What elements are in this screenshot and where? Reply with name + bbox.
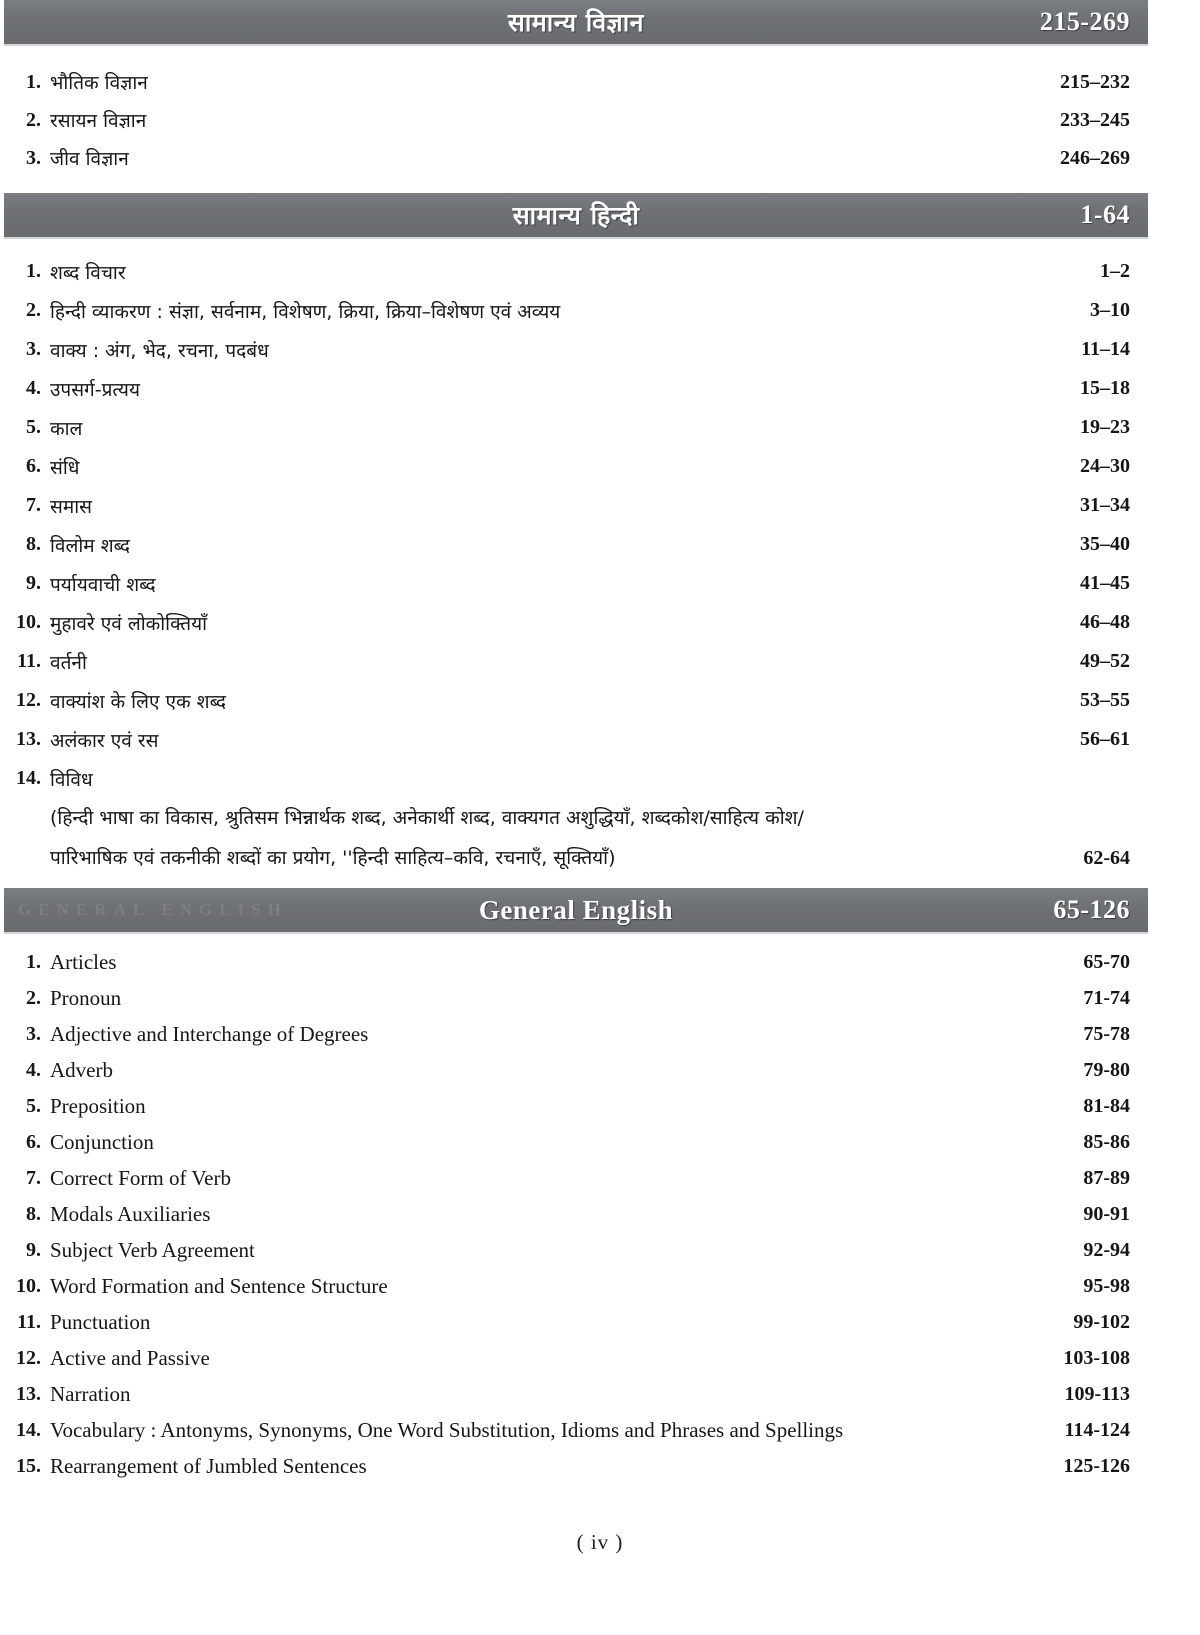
entry-number: 14. <box>16 1418 41 1441</box>
entry-page-range: 103-108 <box>1063 1346 1130 1369</box>
toc-entry[interactable] <box>4 681 1148 720</box>
entry-number: 9. <box>26 572 41 594</box>
entry-page-range: 215–232 <box>1060 70 1130 93</box>
entry-number: 1. <box>26 70 41 93</box>
entry-number: 7. <box>26 1166 41 1189</box>
entry-number: 2. <box>26 299 41 321</box>
entry-number: 2. <box>26 986 41 1009</box>
entry-page-range: 79-80 <box>1083 1058 1130 1081</box>
entry-number: 7. <box>26 494 41 516</box>
entry-number: 3. <box>26 146 41 169</box>
entry-number: 4. <box>26 1058 41 1081</box>
toc-entry[interactable] <box>4 1268 1148 1304</box>
toc-entry[interactable] <box>4 603 1148 642</box>
entry-page-range: 49–52 <box>1080 650 1130 672</box>
entry-label: भौतिक विज्ञान <box>50 72 148 94</box>
toc-entry[interactable] <box>4 101 1148 139</box>
entry-label: Conjunction <box>50 1129 154 1154</box>
section-gap <box>0 177 1200 193</box>
entry-page-range: 31–34 <box>1080 494 1130 516</box>
entry-page-range: 46–48 <box>1080 611 1130 633</box>
entry-page-range: 85-86 <box>1083 1130 1130 1153</box>
subnote-line-1-row <box>50 798 1148 838</box>
toc-entry[interactable] <box>4 1196 1148 1232</box>
entry-label: Preposition <box>50 1093 146 1118</box>
section-title: General English <box>478 894 674 925</box>
entry-page-range: 95-98 <box>1083 1274 1130 1297</box>
entry-number: 11. <box>17 1310 41 1333</box>
toc-entry[interactable] <box>4 486 1148 525</box>
entry-label: काल <box>50 417 83 440</box>
section-title: सामान्य विज्ञान <box>507 8 645 37</box>
entry-page-range: 246–269 <box>1060 146 1130 169</box>
entry-number: 6. <box>26 455 41 477</box>
entry-label: उपसर्ग-प्रत्यय <box>50 378 140 401</box>
entry-label: Punctuation <box>50 1309 151 1334</box>
toc-entry[interactable] <box>4 291 1148 330</box>
entry-page-range: 81-84 <box>1083 1094 1130 1117</box>
entry-number: 13. <box>16 1382 41 1405</box>
entry-number: 5. <box>26 1094 41 1117</box>
entry-page-range: 109-113 <box>1064 1382 1130 1405</box>
entry-page-range: 87-89 <box>1083 1166 1130 1189</box>
entry-number: 12. <box>16 1346 41 1369</box>
toc-entry[interactable] <box>4 980 1148 1016</box>
toc-entry[interactable] <box>4 252 1148 291</box>
entry-number: 3. <box>26 338 41 360</box>
toc-entry[interactable] <box>4 525 1148 564</box>
entry-label: वाक्य : अंग, भेद, रचना, पदबंध <box>50 339 269 362</box>
entry-number: 9. <box>26 1238 41 1261</box>
entry-number: 1. <box>26 260 41 282</box>
toc-entry[interactable] <box>4 1124 1148 1160</box>
entry-page-range: 3–10 <box>1090 299 1130 321</box>
entry-label: Word Formation and Sentence Structure <box>50 1273 388 1298</box>
entry-label: विलोम शब्द <box>50 534 131 557</box>
toc-entry[interactable] <box>4 369 1148 408</box>
entry-label: Correct Form of Verb <box>50 1165 231 1190</box>
section-header-general-hindi <box>4 193 1148 239</box>
entry-number: 3. <box>26 1022 41 1045</box>
toc-entry[interactable] <box>4 1340 1148 1376</box>
entry-page-range: 99-102 <box>1073 1310 1130 1333</box>
entry-number: 5. <box>26 416 41 438</box>
entry-number: 8. <box>26 533 41 555</box>
entry-label: Articles <box>50 949 117 974</box>
entry-number: 10. <box>16 1274 41 1297</box>
entry-label: मुहावरे एवं लोकोक्तियाँ <box>50 612 208 635</box>
section-header-general-science <box>4 0 1148 46</box>
entry-subnote <box>4 798 1148 878</box>
toc-entry[interactable] <box>4 642 1148 681</box>
toc-entry[interactable] <box>4 1232 1148 1268</box>
entry-label: विविध <box>50 768 93 791</box>
toc-entry[interactable] <box>4 720 1148 759</box>
toc-entry[interactable] <box>4 759 1148 798</box>
subnote-line-2: पारिभाषिक एवं तकनीकी शब्दों का प्रयोग, ''हिन्दी साहित्य–कवि, रचनाएँ, सूक्तियाँ) <box>50 847 616 869</box>
entry-number: 2. <box>26 108 41 131</box>
entry-number: 13. <box>16 728 41 750</box>
entry-number: 15. <box>16 1454 41 1477</box>
entry-label: जीव विज्ञान <box>50 148 129 170</box>
entry-page-range: 114-124 <box>1064 1418 1130 1441</box>
entry-label: Rearrangement of Jumbled Sentences <box>50 1453 367 1478</box>
entry-label: वर्तनी <box>50 651 87 674</box>
entry-number: 6. <box>26 1130 41 1153</box>
section-page-range: 1-64 <box>1080 200 1130 229</box>
entry-page-range: 11–14 <box>1081 338 1130 360</box>
section-entries-general-english <box>4 934 1148 1484</box>
entry-number: 10. <box>16 611 41 633</box>
entry-label: Subject Verb Agreement <box>50 1237 255 1262</box>
toc-entry[interactable] <box>4 63 1148 101</box>
entry-label: समास <box>50 495 92 518</box>
section-entries-general-hindi <box>4 239 1148 878</box>
entry-label: हिन्दी व्याकरण : संज्ञा, सर्वनाम, विशेषण, क्रिया, क्रिया–विशेषण एवं अव्यय <box>50 300 561 323</box>
entry-label: अलंकार एवं रस <box>50 729 159 752</box>
entry-label: Active and Passive <box>50 1345 210 1370</box>
section-page-range: 215-269 <box>1039 7 1130 36</box>
entry-page-range: 56–61 <box>1080 728 1130 750</box>
toc-entry[interactable] <box>4 1412 1148 1448</box>
toc-entry[interactable] <box>4 1376 1148 1412</box>
section-ghost-text: GENERAL ENGLISH <box>18 900 288 919</box>
toc-entry[interactable] <box>4 1448 1148 1484</box>
entry-page-range: 71-74 <box>1083 986 1130 1009</box>
entry-label: Vocabulary : Antonyms, Synonyms, One Word Substitution, Idioms and Phrases and Spellings <box>50 1417 844 1442</box>
entry-page-range: 53–55 <box>1080 689 1130 711</box>
section-entries-general-science <box>4 46 1148 177</box>
section-gap <box>0 878 1200 888</box>
entry-page-range: 233–245 <box>1060 108 1130 131</box>
entry-page-range: 1–2 <box>1100 260 1130 282</box>
entry-label: संधि <box>50 456 80 479</box>
entry-page-range: 75-78 <box>1083 1022 1130 1045</box>
entry-label: Adjective and Interchange of Degrees <box>50 1021 369 1046</box>
entry-page-range: 24–30 <box>1080 455 1130 477</box>
toc-entry[interactable] <box>4 1052 1148 1088</box>
toc-entry[interactable] <box>4 944 1148 980</box>
entry-page-range: 90-91 <box>1083 1202 1130 1225</box>
section-header-general-english <box>4 888 1148 934</box>
entry-number: 4. <box>26 377 41 399</box>
entry-number: 11. <box>17 650 41 672</box>
subnote-line-1: (हिन्दी भाषा का विकास, श्रुतिसम भिन्नार्थक शब्द, अनेकार्थी शब्द, वाक्यगत अशुद्धियाँ, शब्दकोश/साहित्य कोश/ <box>50 807 804 829</box>
entry-number: 14. <box>16 767 41 789</box>
entry-number: 8. <box>26 1202 41 1225</box>
entry-label: पर्यायवाची शब्द <box>50 573 156 596</box>
entry-label: Pronoun <box>50 985 122 1010</box>
entry-label: रसायन विज्ञान <box>50 110 147 132</box>
section-title: सामान्य हिन्दी <box>512 201 640 230</box>
page-folio: ( iv ) <box>576 1530 624 1554</box>
entry-label: Modals Auxiliaries <box>50 1201 211 1226</box>
toc-entry[interactable] <box>4 564 1148 603</box>
toc-entry[interactable] <box>4 330 1148 369</box>
section-page-range: 65-126 <box>1053 895 1130 924</box>
toc-entry[interactable] <box>4 1160 1148 1196</box>
toc-entry[interactable] <box>4 408 1148 447</box>
toc-entry[interactable] <box>4 447 1148 486</box>
toc-entry[interactable] <box>4 1304 1148 1340</box>
entry-page-range: 35–40 <box>1080 533 1130 555</box>
entry-label: वाक्यांश के लिए एक शब्द <box>50 690 227 713</box>
entry-label: Adverb <box>50 1057 113 1082</box>
subnote-page-range: 62-64 <box>1083 847 1130 869</box>
entry-number: 1. <box>26 950 41 973</box>
entry-page-range: 65-70 <box>1083 950 1130 973</box>
subnote-line-2-row <box>50 838 1148 878</box>
toc-entry[interactable] <box>4 1016 1148 1052</box>
toc-entry[interactable] <box>4 139 1148 177</box>
entry-label: शब्द विचार <box>50 261 126 284</box>
entry-label: Narration <box>50 1381 131 1406</box>
toc-entry[interactable] <box>4 1088 1148 1124</box>
entry-page-range: 15–18 <box>1080 377 1130 399</box>
entry-page-range: 92-94 <box>1083 1238 1130 1261</box>
entry-page-range: 125-126 <box>1063 1454 1130 1477</box>
entry-page-range: 19–23 <box>1080 416 1130 438</box>
entry-number: 12. <box>16 689 41 711</box>
entry-page-range: 41–45 <box>1080 572 1130 594</box>
